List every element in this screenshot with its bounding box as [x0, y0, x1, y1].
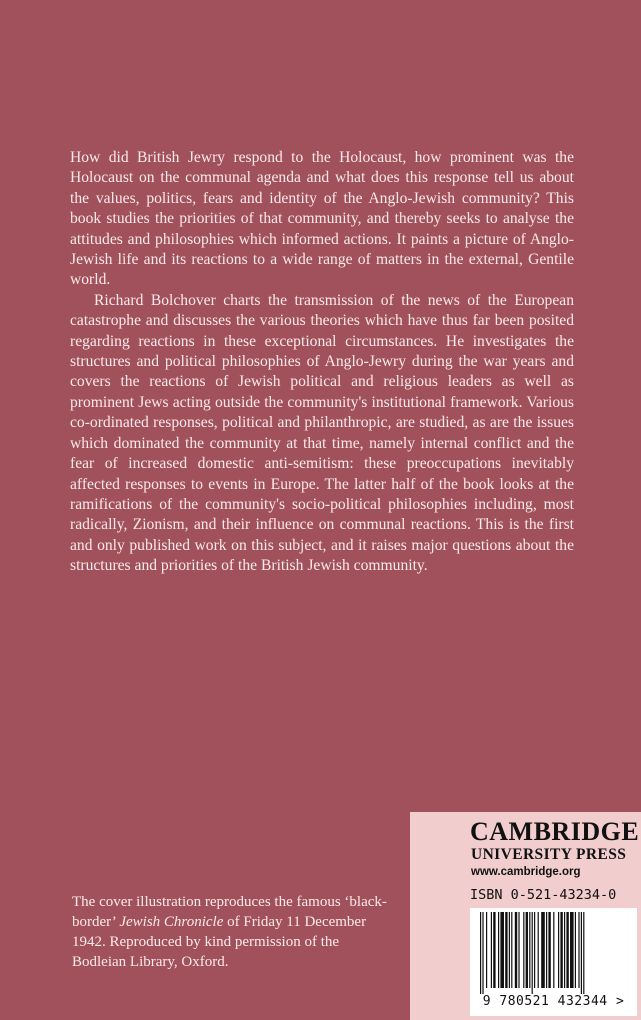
- barcode-bar: [498, 912, 499, 988]
- barcode-bar: [560, 912, 562, 988]
- barcode-bar: [553, 912, 554, 988]
- barcode-bar: [546, 912, 547, 988]
- blurb-paragraph-2: Richard Bolchover charts the transmission of the news of the European catastrophe and discusses the various theories which have thus far been posited regarding reactions in these exceptional circumstances. He investigates the structures and political philosophies of Anglo-Jewry during the war years and covers the reactions of Jewish political and religious leaders as well as prominent Jews acting outside the community's institutional framework. Various co-ordinated responses, political and philanthropic, are studied, as are the issues which dominated the community at that time, namely internal conflict and the fear of increased domestic anti-semitism: these preoccupations inevitably affected responses to events in Europe. The latter half of the book looks at the ramifications of the community's socio-political philosophies including, most radically, Zionism, and their influence on communal reactions. This is the first and only published work on this subject, and it raises major questions about the structures and priorities of the British Jewish community.: [70, 291, 574, 575]
- barcode-bar: [570, 912, 574, 988]
- barcode-bar: [523, 912, 524, 988]
- blurb-paragraph-1: How did British Jewry respond to the Holocaust, how prominent was the Holocaust on the communal agenda and what does this response tell us about the values, politics, fears and identity of the Anglo-Jewish community? This book studies the priorities of that community, and thereby seeks to analyse the attitudes and philosophies which informed actions. It paints a picture of Anglo-Jewish life and its reactions to a wide range of matters in the external, Gentile world.: [70, 149, 574, 289]
- barcode-bar: [583, 912, 584, 994]
- barcode-digits: 9 780521 432344 >: [482, 994, 625, 1009]
- barcode-bar: [566, 912, 568, 988]
- publisher-name: CAMBRIDGE: [470, 817, 640, 846]
- barcode-bar: [480, 912, 481, 994]
- barcode-bar: [500, 912, 504, 988]
- barcode-bar: [526, 912, 528, 988]
- barcode-bar: [505, 912, 507, 988]
- cover-illustration-credit: [72, 892, 392, 972]
- barcode-bar: [548, 912, 550, 988]
- barcode-bar: [538, 912, 539, 988]
- barcode-bar: [541, 912, 545, 988]
- credit-text-a: The cover illustration reproduces the famous ‘black-border’: [72, 894, 387, 930]
- barcode-bar: [575, 912, 576, 988]
- credit-publication: Jewish Chronicle: [119, 914, 224, 930]
- barcode-bar: [558, 912, 559, 988]
- isbn-barcode: [470, 908, 637, 1016]
- back-cover-blurb: [70, 148, 574, 577]
- barcode-bar: [534, 912, 535, 988]
- barcode-bar: [511, 912, 512, 988]
- barcode-bar: [493, 912, 495, 988]
- barcode-bar: [482, 912, 483, 994]
- publisher-subtitle: UNIVERSITY PRESS: [471, 846, 627, 863]
- barcode-bar: [578, 912, 579, 988]
- barcode-bar: [529, 912, 530, 988]
- publisher-panel: [410, 812, 641, 1020]
- barcode-bar: [518, 912, 519, 988]
- isbn-label: ISBN 0-521-43234-0: [470, 887, 617, 903]
- publisher-url: www.cambridge.org: [471, 866, 581, 878]
- barcode-bar: [486, 912, 487, 988]
- barcode-bar: [515, 912, 517, 988]
- barcode-bar: [491, 912, 492, 988]
- barcode-bar: [532, 912, 533, 994]
- credit-text-b: of Friday 11 December 1942. Reproduced by kind permission of the Bodleian Library, Oxford.: [72, 914, 367, 970]
- barcode-bar: [581, 912, 582, 994]
- barcode-bar: [564, 912, 565, 988]
- barcode-bars: [480, 912, 627, 994]
- barcode-bar: [509, 912, 510, 988]
